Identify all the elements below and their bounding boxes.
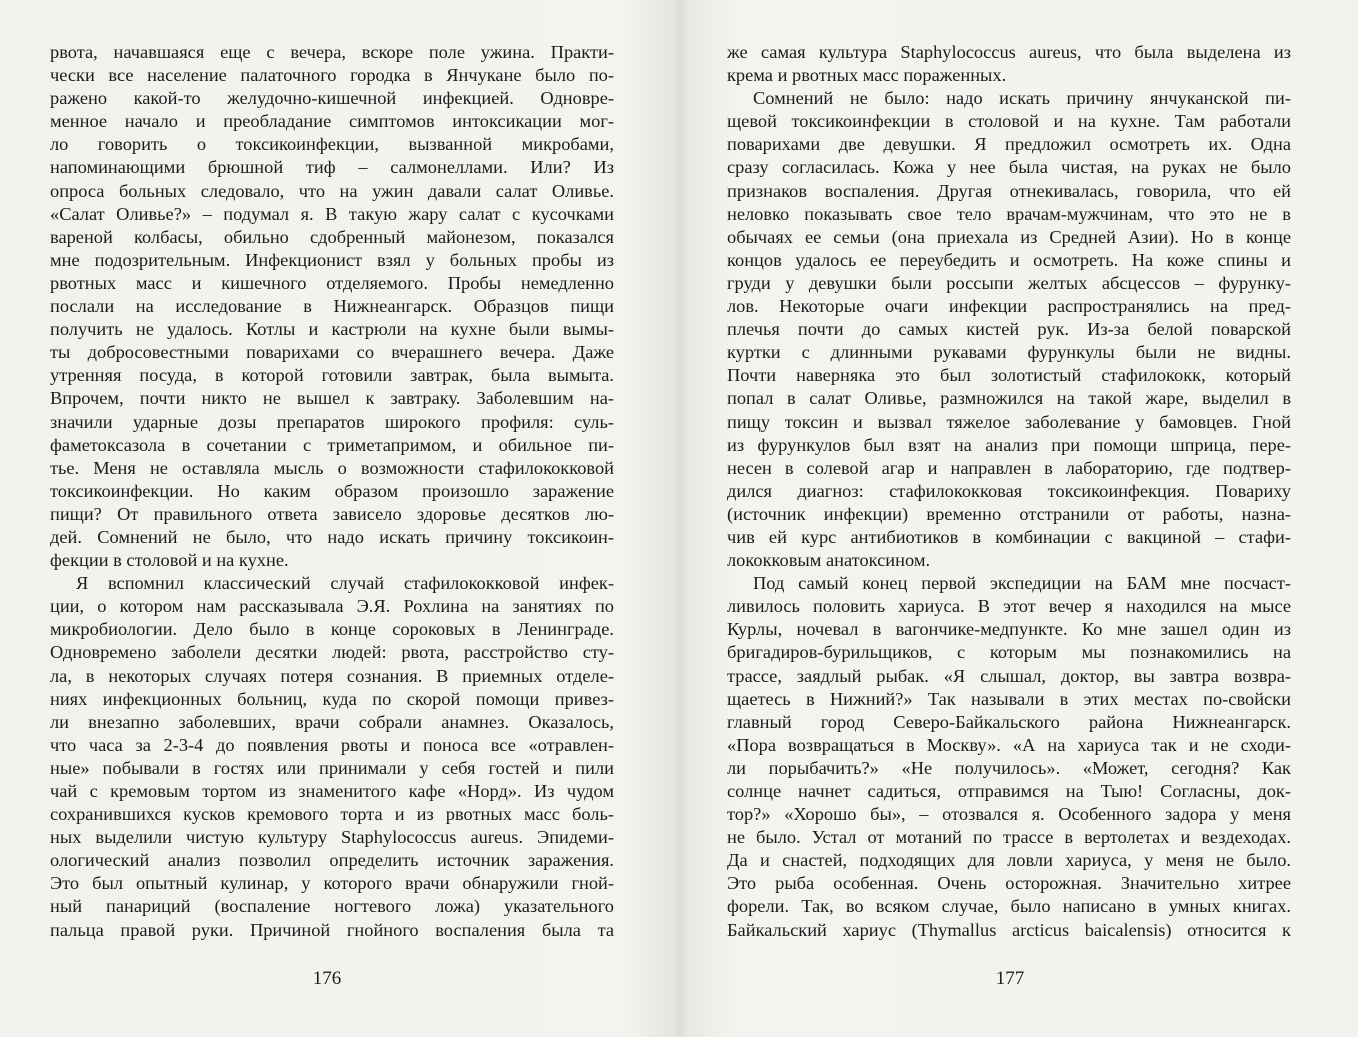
text-line: ла, в некоторых случаях потеря сознания. В приемных отделе- bbox=[50, 665, 614, 686]
text-line: ражено какой-то желудочно-кишечной инфекцией. Одновре- bbox=[50, 88, 614, 109]
text-line: куртки с длинными рукавами фурункулы были не видны. bbox=[727, 342, 1291, 363]
text-line: Да и снастей, подходящих для ловли хариуса, у меня не было. bbox=[727, 850, 1291, 871]
text-line: менное начало и преобладание симптомов интоксикации мог- bbox=[50, 111, 614, 132]
text-line: послали на исследование в Нижнеангарск. Образцов пищи bbox=[50, 296, 614, 317]
text-line: Почти наверняка это был золотистый стафилококк, который bbox=[727, 365, 1291, 386]
text-line: ло говорить о токсикоинфекции, вызванной микробами, bbox=[50, 134, 614, 155]
text-line: сразу согласилась. Кожа у нее была чистая, на руках не было bbox=[727, 157, 1291, 178]
text-line: ный панариций (воспаление ногтевого ложа) указательного bbox=[50, 896, 614, 917]
text-line: щаетесь в Нижний?» Так называли в этих местах по-свойски bbox=[727, 688, 1291, 709]
text-line: фекции в столовой и на кухне. bbox=[50, 550, 289, 571]
text-line: токсикоинфекции. Но каким образом произошло заражение bbox=[50, 480, 614, 501]
text-line: опроса больных следовало, что на ужин давали салат Оливье. bbox=[50, 180, 614, 201]
text-line: признаков воспаления. Другая отнекивалась, говорила, что ей bbox=[727, 180, 1291, 201]
text-line: из фурункулов был взят на анализ при помощи шприца, пере- bbox=[727, 434, 1291, 455]
text-line: ливилось половить хариуса. В этот вечер я находился на мысе bbox=[727, 596, 1291, 617]
text-line: тор?» «Хорошо бы», – отозвался я. Особенного задора у меня bbox=[727, 804, 1291, 825]
text-line: поварихами две девушки. Я предложил осмотреть их. Одна bbox=[727, 134, 1291, 155]
text-line: Это был опытный кулинар, у которого врачи обнаружили гной- bbox=[50, 873, 614, 894]
text-line: концов удалось ее переубедить и осмотреть. На коже спины и bbox=[727, 249, 1291, 270]
text-line: микробиологии. Дело было в конце сороковых в Ленинграде. bbox=[50, 619, 614, 640]
text-line: ологический анализ позволил определить источник заражения. bbox=[50, 850, 614, 871]
text-line: «Пора возвращаться в Москву». «А на хариуса так и не сходи- bbox=[727, 734, 1291, 755]
text-line: бригадиров-бурильщиков, с которым мы познакомились на bbox=[727, 642, 1291, 663]
page-number-right: 177 bbox=[995, 968, 1025, 989]
text-line: ли порыбачить?» «Не получилось». «Может, сегодня? Как bbox=[727, 757, 1291, 778]
text-line: рвота, начавшаяся еще с вечера, вскоре поле ужина. Практи- bbox=[50, 42, 614, 62]
text-line: Это рыба особенная. Очень осторожная. Значительно хитрее bbox=[727, 873, 1291, 894]
text-line: Сомнений не было: надо искать причину янчуканской пи- bbox=[753, 88, 1291, 109]
right-page bbox=[727, 41, 1291, 942]
text-line: Одновремено заболели десятки людей: рвота, расстройство сту- bbox=[50, 642, 614, 663]
text-line: ных выделили чистую культуру Staphylococcus aureus. Эпидеми- bbox=[50, 827, 614, 848]
text-line: напоминающими брюшной тиф – салмонеллами. Или? Из bbox=[50, 157, 614, 178]
text-line: форели. Так, во всяком случае, было написано в умных книгах. bbox=[727, 896, 1291, 917]
text-line: крема и рвотных масс пораженных. bbox=[727, 65, 1007, 86]
text-line: плечья почти до самых кистей рук. Из-за белой поварской bbox=[727, 319, 1291, 340]
text-line: дей. Сомнений не было, что надо искать причину токсикоин- bbox=[50, 526, 614, 547]
text-line: вареной колбасы, обильно сдобренный майонезом, показался bbox=[50, 226, 614, 247]
text-line: получить не удалось. Котлы и кастрюли на кухне были вымы- bbox=[50, 319, 614, 340]
text-line: ли внезапно заболевших, врачи собрали анамнез. Оказалось, bbox=[50, 711, 614, 732]
text-line: мне подозрительным. Инфекционист взял у больных пробы из bbox=[50, 249, 614, 270]
text-line: «Салат Оливье?» – подумал я. В такую жару салат с кусочками bbox=[50, 203, 614, 224]
text-line: пищу токсин и вызвал тяжелое заболевание у бамовцев. Гной bbox=[727, 411, 1291, 432]
text-line: лококковым анатоксином. bbox=[727, 550, 931, 571]
text-line: же самая культура Staphylococcus aureus, что была выделена из bbox=[727, 42, 1291, 62]
text-line: попал в салат Оливье, размножился на такой жаре, выделил в bbox=[727, 388, 1291, 409]
text-line: что часа за 2-3-4 до появления рвоты и поноса все «отравлен- bbox=[50, 734, 614, 755]
text-line: дился диагноз: стафилококковая токсикоинфекция. Повариху bbox=[727, 480, 1291, 501]
text-line: обычаях ее семьи (она приехала из Средней Азии). Но в конце bbox=[727, 226, 1291, 247]
text-line: тье. Меня не оставляла мысль о возможности стафилококковой bbox=[50, 457, 614, 478]
text-line: пищи? От правильного ответа зависело здоровье десятков лю- bbox=[50, 503, 614, 524]
text-line: значили ударные дозы препаратов широкого профиля: суль- bbox=[50, 411, 614, 432]
text-line: Курлы, ночевал в вагончике-медпункте. Ко мне зашел один из bbox=[727, 619, 1291, 640]
page-number-left: 176 bbox=[312, 968, 342, 989]
text-line: трассе, заядлый рыбак. «Я слышал, доктор, вы завтра возвра- bbox=[727, 665, 1291, 686]
text-line: груди у девушки были россыпи желтых абсцессов – фурунку- bbox=[727, 272, 1291, 293]
text-line: ниях инфекционных больниц, куда по скорой помощи привез- bbox=[50, 688, 614, 709]
text-line: сохранившихся кусков кремового торта и из рвотных масс боль- bbox=[50, 804, 614, 825]
text-line: Я вспомнил классический случай стафилококковой инфек- bbox=[76, 573, 614, 594]
text-line: ные» побывали в гостях или принимали у себя гостей и пили bbox=[50, 757, 614, 778]
text-line: Впрочем, почти никто не вышел к завтраку. Заболевшим на- bbox=[50, 388, 614, 409]
text-line: ты добросовестными поварихами со вчерашнего вечера. Даже bbox=[50, 342, 614, 363]
text-line: чески все население палаточного городка в Янчукане было по- bbox=[50, 65, 614, 86]
text-line: пальца правой руки. Причиной гнойного воспаления была та bbox=[50, 919, 614, 940]
text-line: (источник инфекции) временно отстранили от работы, назна- bbox=[727, 503, 1291, 524]
text-line: утренняя посуда, в которой готовили завтрак, была вымыта. bbox=[50, 365, 614, 386]
text-line: Байкальский хариус (Thymallus arcticus baicalensis) относится к bbox=[727, 919, 1291, 940]
text-line: чив ей курс антибиотиков в комбинации с вакциной – стафи- bbox=[727, 526, 1291, 547]
text-line: щевой токсикоинфекции в столовой и на кухне. Там работали bbox=[727, 111, 1291, 132]
text-line: неловко показывать свое тело врачам-мужчинам, что это не в bbox=[727, 203, 1291, 224]
text-line: фаметоксазола в сочетании с триметапримом, и обильное пи- bbox=[50, 434, 614, 455]
text-line: главный город Северо-Байкальского района Нижнеангарск. bbox=[727, 711, 1291, 732]
text-line: чай с кремовым тортом из знаменитого кафе «Норд». Из чудом bbox=[50, 781, 614, 801]
left-page bbox=[50, 41, 614, 942]
text-line: не было. Устал от мотаний по трассе в вертолетах и вездеходах. bbox=[727, 827, 1291, 848]
text-line: несен в солевой агар и направлен в лабораторию, где подтвер- bbox=[727, 457, 1291, 478]
text-line: солнце начнет садиться, отправимся на Тыю! Согласны, док- bbox=[727, 781, 1291, 801]
text-line: ции, о котором нам рассказывала Э.Я. Рохлина на занятиях по bbox=[50, 596, 614, 617]
text-line: рвотных масс и кишечного отделяемого. Пробы немедленно bbox=[50, 272, 614, 293]
text-line: лов. Некоторые очаги инфекции распространялись на пред- bbox=[727, 296, 1291, 317]
text-line: Под самый конец первой экспедиции на БАМ мне посчаст- bbox=[753, 573, 1291, 594]
